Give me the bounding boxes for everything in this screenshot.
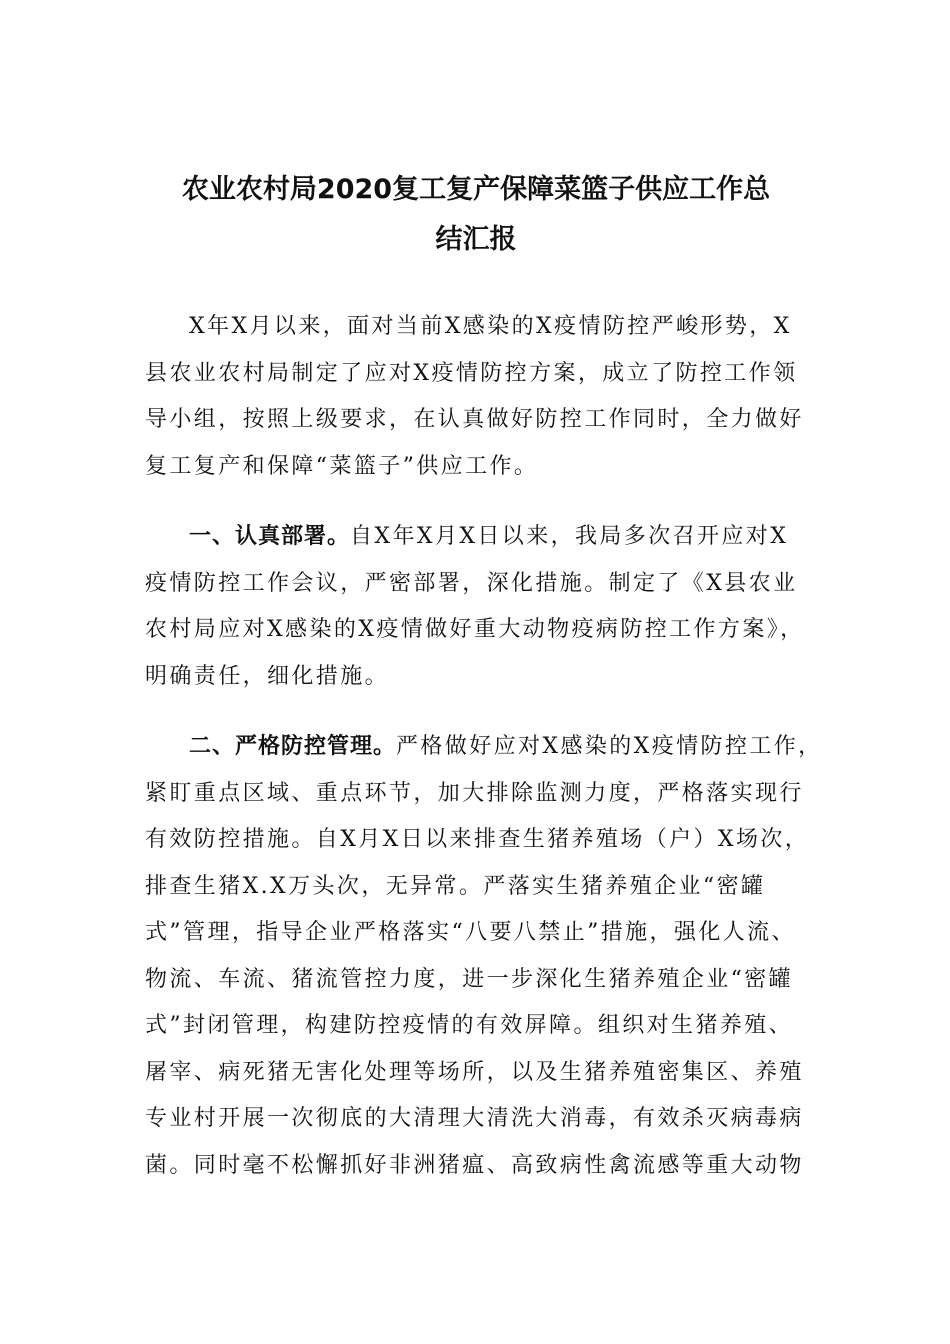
paragraph-line: 紧盯重点区域、重点环节，加大排除监测力度，严格落实现行 bbox=[145, 780, 804, 806]
paragraph-line bbox=[145, 514, 825, 561]
paragraph-line: X年X月以来，面对当前X感染的X疫情防控严峻形势，X bbox=[189, 314, 792, 339]
paragraph-line: 专业村开展一次彻底的大清理大清洗大消毒，有效杀灭病毒病 bbox=[145, 1106, 804, 1131]
paragraph-line: 物流、车流、猪流管控力度，进一步深化生猪养殖企业“密罐 bbox=[145, 966, 794, 992]
paragraph-line: 式”管理，指导企业严格落实“八要八禁止”措施，强化人流、 bbox=[145, 920, 796, 945]
paragraph-line: 县农业农村局制定了应对X疫情防控方案，成立了防控工作领 bbox=[145, 360, 798, 386]
paragraph-line: 明确责任，细化措施。 bbox=[145, 663, 390, 689]
document-title bbox=[150, 165, 802, 265]
section-1-heading: 一、认真部署。 bbox=[189, 524, 351, 549]
paragraph-line: 疫情防控工作会议，严密部署，深化措施。制定了《X县农业 bbox=[145, 570, 798, 596]
paragraph-line: 屠宰、病死猪无害化处理等场所，以及生猪养殖密集区、养殖 bbox=[145, 1059, 804, 1085]
paragraph-line: 导小组，按照上级要求，在认真做好防控工作同时，全力做好 bbox=[145, 407, 804, 432]
paragraph-line bbox=[145, 724, 825, 771]
section-1-first-line: 自X年X月X日以来，我局多次召开应对X bbox=[350, 524, 789, 549]
paragraph-line: 排查生猪X.X万头次，无异常。严落实生猪养殖企业“密罐 bbox=[145, 873, 766, 899]
title-line-2: 结汇报 bbox=[435, 224, 517, 255]
paragraph-line: 有效防控措施。自X月X日以来排查生猪养殖场（户）X场次， bbox=[145, 827, 810, 852]
intro-paragraph bbox=[145, 304, 825, 490]
section-2-paragraph bbox=[145, 724, 825, 1189]
section-2-heading: 二、严格防控管理。 bbox=[189, 734, 397, 759]
paragraph-line: 复工复产和保障“菜篮子”供应工作。 bbox=[145, 453, 539, 479]
title-line-1: 农业农村局2020复工复产保障菜篮子供应工作总 bbox=[181, 174, 771, 205]
paragraph-line: 菌。同时毫不松懈抓好非洲猪瘟、高致病性禽流感等重大动物 bbox=[145, 1152, 804, 1178]
section-2-first-line: 严格做好应对X感染的X疫情防控工作， bbox=[396, 734, 823, 759]
section-1-paragraph bbox=[145, 514, 825, 700]
paragraph-line: 农村局应对X感染的X疫情做好重大动物疫病防控工作方案》， bbox=[145, 617, 805, 642]
paragraph-line: 式”封闭管理，构建防控疫情的有效屏障。组织对生猪养殖、 bbox=[145, 1013, 794, 1038]
